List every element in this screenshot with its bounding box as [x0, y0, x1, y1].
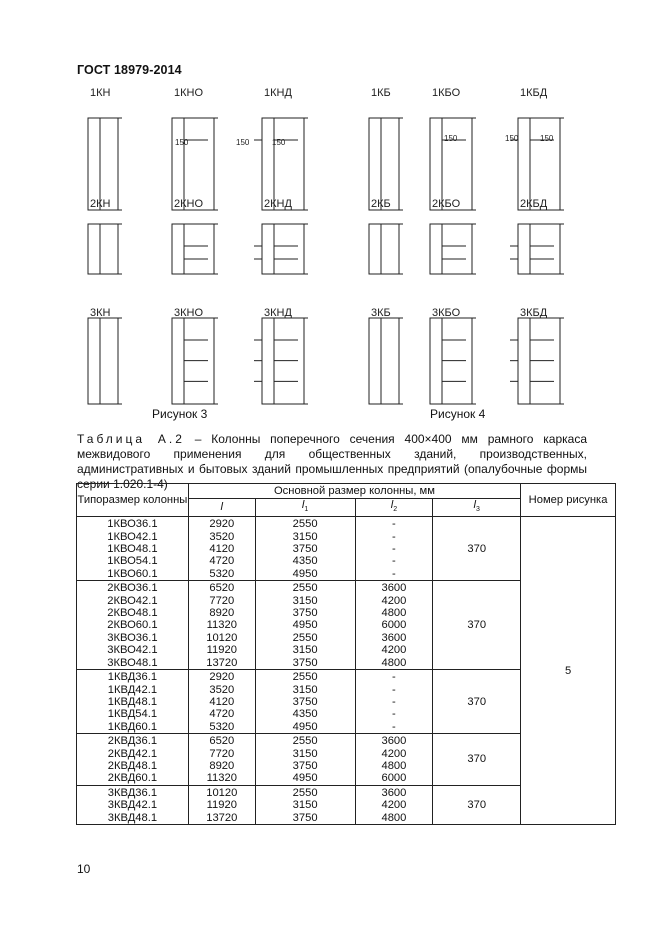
- column-body: [172, 224, 184, 274]
- column-drawings: [0, 0, 661, 430]
- figure-label: 2КБ: [371, 198, 391, 210]
- cell-l: 6520 7720 8920 11320: [188, 734, 255, 786]
- cell-l1: 2550 3150 3750: [255, 785, 355, 824]
- dimension-150-label: 150: [444, 134, 458, 143]
- column-body: [369, 318, 381, 404]
- cell-l1: 2550 3150 3750 4350 4950: [255, 670, 355, 734]
- figure-label: 1КНД: [264, 87, 292, 99]
- figure-4-caption: Рисунок 4: [430, 407, 486, 421]
- cell-l2: 3600 4200 4800 6000 3600 4200 4800: [355, 581, 433, 670]
- cell-l: 10120 11920 13720: [188, 785, 255, 824]
- header-l3: $l_3$: [433, 499, 521, 517]
- dimension-150-label: 150: [505, 134, 519, 143]
- column-body: [262, 224, 274, 274]
- figure-label: 3КБД: [520, 307, 548, 319]
- table-caption-number: Таблица А.2: [77, 432, 185, 446]
- column-body: [369, 224, 381, 274]
- column-body: [172, 318, 184, 404]
- column-body: [172, 118, 184, 210]
- cell-l3: 370: [433, 785, 521, 824]
- column-body: [88, 224, 100, 274]
- column-body: [262, 318, 274, 404]
- column-body: [430, 318, 442, 404]
- cell-types: 1КВО36.1 1КВО42.1 1КВО48.1 1КВО54.1 1КВО60.1: [77, 517, 189, 581]
- figure-label: 2КНД: [264, 198, 292, 210]
- cell-l: 2920 3520 4120 4720 5320: [188, 670, 255, 734]
- figure-label: 1КБО: [432, 87, 461, 99]
- column-body: [518, 318, 530, 404]
- column-body: [88, 118, 100, 210]
- cell-l2: 3600 4200 4800: [355, 785, 433, 824]
- dimension-150-label: 150: [272, 138, 286, 147]
- figure-label: 3КНД: [264, 307, 292, 319]
- dimension-150-label: 150: [175, 138, 189, 147]
- header-main-size: Основной размер колонны, мм: [188, 484, 520, 499]
- figure-3-caption: Рисунок 3: [152, 407, 208, 421]
- figure-label: 2КБД: [520, 198, 548, 210]
- cell-l3: 370: [433, 670, 521, 734]
- cell-figure-number: 5: [521, 517, 616, 825]
- figure-label: 3КБО: [432, 307, 461, 319]
- figure-label: 2КНО: [174, 198, 204, 210]
- cell-l2: - - - - -: [355, 517, 433, 581]
- figure-label: 1КН: [90, 87, 111, 99]
- page-number: 10: [77, 862, 91, 876]
- cell-types: 3КВД36.1 3КВД42.1 3КВД48.1: [77, 785, 189, 824]
- cell-l1: 2550 3150 3750 4350 4950: [255, 517, 355, 581]
- figure-label: 1КНО: [174, 87, 204, 99]
- cell-l2: 3600 4200 4800 6000: [355, 734, 433, 786]
- header-l: l: [188, 499, 255, 517]
- column-body: [430, 118, 442, 210]
- figure-label: 3КНО: [174, 307, 204, 319]
- figure-label: 1КБ: [371, 87, 391, 99]
- header-l2: $l_2$: [355, 499, 433, 517]
- cell-l1: 2550 3150 3750 4950 2550 3150 3750: [255, 581, 355, 670]
- figure-label: 2КН: [90, 198, 111, 210]
- header-type: Типоразмер колонны: [77, 484, 189, 517]
- figure-label: 1КБД: [520, 87, 548, 99]
- cell-l3: 370: [433, 517, 521, 581]
- cell-l3: 370: [433, 734, 521, 786]
- header-l1: $l_1$: [255, 499, 355, 517]
- cell-types: 2КВД36.1 2КВД42.1 2КВД48.1 2КВД60.1: [77, 734, 189, 786]
- figure-label: 3КБ: [371, 307, 391, 319]
- column-body: [518, 224, 530, 274]
- table-group-row: [77, 517, 616, 581]
- column-body: [262, 118, 274, 210]
- cell-l: 6520 7720 8920 11320 10120 11920 13720: [188, 581, 255, 670]
- column-body: [369, 118, 381, 210]
- column-body: [430, 224, 442, 274]
- dimension-150-label: 150: [236, 138, 250, 147]
- cell-types: 1КВД36.1 1КВД42.1 1КВД48.1 1КВД54.1 1КВД60.1: [77, 670, 189, 734]
- column-body: [518, 118, 530, 210]
- column-body: [88, 318, 100, 404]
- cell-types: 2КВО36.1 2КВО42.1 2КВО48.1 2КВО60.1 3КВО36.1 3КВО42.1 3КВО48.1: [77, 581, 189, 670]
- figure-label: 3КН: [90, 307, 111, 319]
- header-figure-number: Номер рисунка: [521, 484, 616, 517]
- table-caption-text: – Колонны поперечного сечения 400×400 мм рамного каркаса межвидового применения для общественных зданий, производственных, административных и бытовых зданий промышленных предприятий (опалубочные формы серии 1.020.1-4): [77, 432, 587, 491]
- dimension-150-label: 150: [540, 134, 554, 143]
- cell-l3: 370: [433, 581, 521, 670]
- column-table: [76, 483, 616, 825]
- cell-l2: - - - - -: [355, 670, 433, 734]
- figure-label: 2КБО: [432, 198, 461, 210]
- cell-l1: 2550 3150 3750 4950: [255, 734, 355, 786]
- cell-l: 2920 3520 4120 4720 5320: [188, 517, 255, 581]
- document-code: ГОСТ 18979-2014: [77, 63, 182, 77]
